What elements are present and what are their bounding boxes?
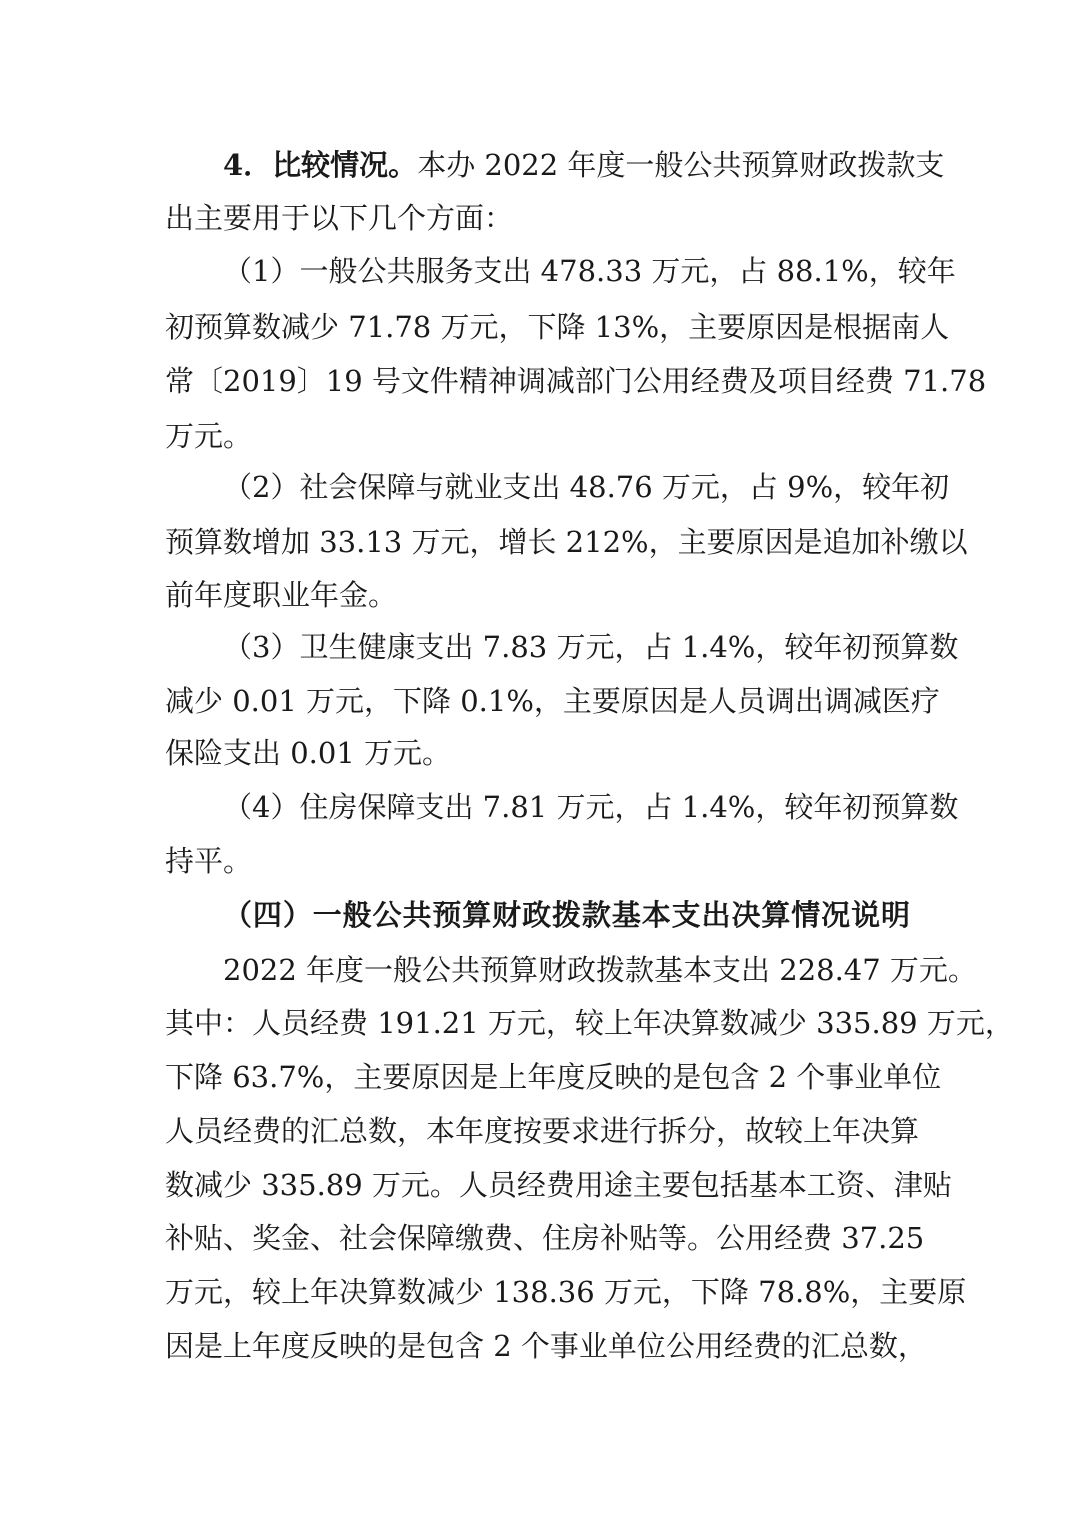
item4-line-2: 持平。 [165,844,253,878]
item2-line-3: 前年度职业年金。 [165,578,398,612]
basic-line-5: 数减少 335.89 万元。人员经费用途主要包括基本工资、津贴 [165,1168,952,1202]
section-four-heading: （四）一般公共预算财政拨款基本支出决算情况说明 [223,898,910,932]
section4-line-1 [0,136,945,194]
basic-line-7: 万元，较上年决算数减少 138.36 万元，下降 78.8%，主要原 [165,1275,967,1309]
basic-line-3: 下降 63.7%，主要原因是上年度反映的是包含 2 个事业单位 [165,1060,942,1094]
item1-line-1: （1）一般公共服务支出 478.33 万元，占 88.1%，较年 [223,254,956,288]
item1-line-2: 初预算数减少 71.78 万元，下降 13%，主要原因是根据南人 [165,310,950,344]
section4-line1-text: 本办 2022 年度一般公共预算财政拨款支 [417,148,945,182]
basic-line-1: 2022 年度一般公共预算财政拨款基本支出 228.47 万元。 [223,953,977,987]
item3-line-2: 减少 0.01 万元，下降 0.1%，主要原因是人员调出调减医疗 [165,684,940,718]
section4-line-2: 出主要用于以下几个方面： [165,201,514,235]
basic-line-2: 其中：人员经费 191.21 万元，较上年决算数减少 335.89 万元， [165,1006,1014,1040]
item3-line-1: （3）卫生健康支出 7.83 万元，占 1.4%，较年初预算数 [223,630,959,664]
item2-line-2: 预算数增加 33.13 万元，增长 212%，主要原因是追加补缴以 [165,525,968,559]
item1-line-4: 万元。 [165,419,253,453]
item3-line-3: 保险支出 0.01 万元。 [165,736,452,770]
item4-line-1: （4）住房保障支出 7.81 万元，占 1.4%，较年初预算数 [223,790,959,824]
item1-line-3: 常〔2019〕19 号文件精神调减部门公用经费及项目经费 71.78 [165,364,987,398]
basic-line-8: 因是上年度反映的是包含 2 个事业单位公用经费的汇总数， [165,1329,927,1363]
item2-line-1: （2）社会保障与就业支出 48.76 万元，占 9%，较年初 [223,470,950,504]
section4-heading: 4．比较情况。 [223,148,418,182]
basic-line-6: 补贴、奖金、社会保障缴费、住房补贴等。公用经费 37.25 [165,1221,925,1255]
basic-line-4: 人员经费的汇总数，本年度按要求进行拆分，故较上年决算 [165,1114,920,1148]
